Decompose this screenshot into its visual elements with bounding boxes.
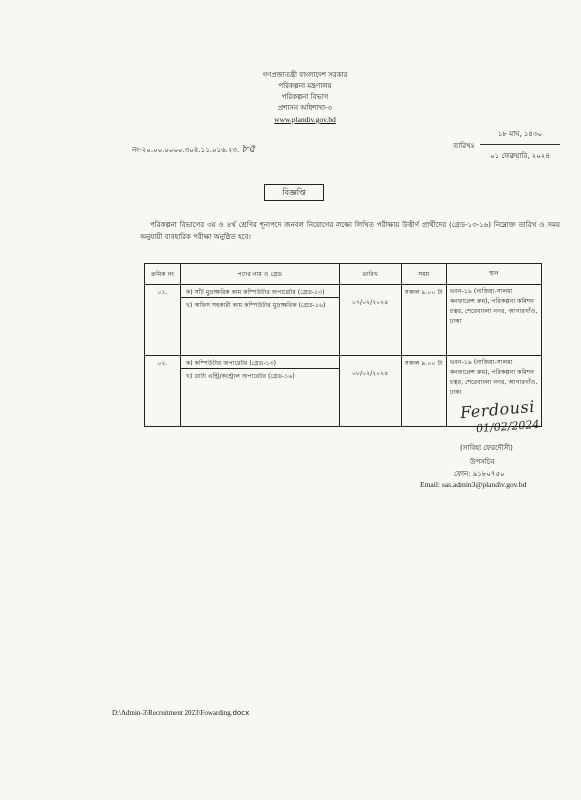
- memo-handwritten-suffix: ৮৫: [241, 142, 256, 155]
- post-item: খ) অফিস সহকারী কাম কম্পিউটার মুদ্রাক্ষরিক (গ্রেড-১৬): [181, 297, 339, 309]
- header-post: পদের নাম ও গ্রেড: [180, 264, 339, 285]
- header-date: তারিখ: [339, 264, 401, 285]
- row-serial: ০১.: [145, 285, 181, 356]
- date-block: [480, 128, 560, 162]
- signatory-phone: ফোন: ৯১৮০৭৫০: [454, 470, 505, 478]
- notice-body: পরিকল্পনা বিভাগের ৩য় ও ৪র্থ শ্রেণির শূন্যপদে জনবল নিয়োগের লক্ষ্যে লিখিত পরীক্ষায় উত্তীর্ণ প্রার্থীদের (গ্রেড-১৩-১৬) নিম্নোক্ত তারিখ ও সময় অনুযায়ী ব্যবহারিক পরীক্ষা অনুষ্ঠিত হবে।: [140, 221, 560, 241]
- government-name: গণপ্রজাতন্ত্রী বাংলাদেশ সরকার: [262, 71, 348, 79]
- table-row: [145, 285, 542, 356]
- notice-title: বিজ্ঞপ্তি: [264, 184, 324, 201]
- memo-number: [132, 140, 255, 159]
- ministry-name: পরিকল্পনা মন্ত্রণালয়: [278, 82, 332, 90]
- website-link[interactable]: www.plandiv.gov.bd: [274, 115, 336, 124]
- section-name: প্রশাসন অধিশাখা-৩: [277, 104, 333, 112]
- row-posts: [180, 285, 339, 356]
- division-name: পরিকল্পনা বিভাগ: [281, 93, 329, 101]
- row-serial: ০২.: [145, 356, 181, 427]
- handwritten-signature: Ferdousi: [459, 396, 536, 423]
- header-time: সময়: [401, 264, 446, 285]
- memo-number-text: নং-২০.০০.০০০০.৩০৪.১১.০১৬.২৩.: [132, 146, 240, 154]
- header-place: স্থান: [446, 264, 541, 285]
- date-label: তারিখঃ: [453, 142, 475, 150]
- signatory-designation: উপসচিব: [470, 458, 495, 466]
- header-serial: ক্রমিক নং: [145, 264, 181, 285]
- signature-date: 01/02/2024: [475, 417, 540, 436]
- date-bangla: ১৮ মাঘ, ১৪৩০: [480, 128, 560, 145]
- table-header-row: [145, 264, 542, 285]
- file-path: D:\Admin-3\Recruitment 2023\Fowarding.: [112, 709, 233, 717]
- letterhead: [230, 70, 380, 125]
- post-item: খ) ডাটা এন্ট্রি/কন্ট্রোল অপারেটর (গ্রেড-১৬): [181, 368, 339, 380]
- file-path-footer: [112, 709, 249, 717]
- row-date: ০৮/০২/২০২৪: [339, 356, 401, 427]
- post-item: ক) সাঁট মুদ্রাক্ষরিক কাম কম্পিউটার অপারেটর (গ্রেড-১৩): [185, 289, 325, 296]
- signatory-email[interactable]: Email: sas.admin3@plandiv.gov.bd: [420, 480, 527, 489]
- date-english: ০১ ফেব্রুয়ারি, ২০২৪: [490, 152, 550, 160]
- post-item: ক) কম্পিউটার অপারেটর (গ্রেড-১৩): [185, 360, 277, 367]
- signatory-name: (সাবিহা ফেরদৌসী): [460, 444, 513, 452]
- row-date: ০৭/০২/২০২৪: [339, 285, 401, 356]
- row-time: সকাল ৯.০০ টা: [401, 356, 446, 427]
- row-place: ভবন-১৯ (নাজিয়া-সালমা কনফারেন্স রুম), পরিকল্পনা কমিশন চত্বর, শেরেবাংলা নগর, আগারগাঁও, ঢাকা: [446, 356, 541, 427]
- row-time: সকাল ৯.০০ টা: [401, 285, 446, 356]
- file-extension: docx: [232, 709, 250, 717]
- row-posts: [180, 356, 339, 427]
- row-place: ভবন-১৯ (নাজিয়া-সালমা কনফারেন্স রুম), পরিকল্পনা কমিশন চত্বর, শেরেবাংলা নগর, আগারগাঁও, ঢাকা: [446, 285, 541, 356]
